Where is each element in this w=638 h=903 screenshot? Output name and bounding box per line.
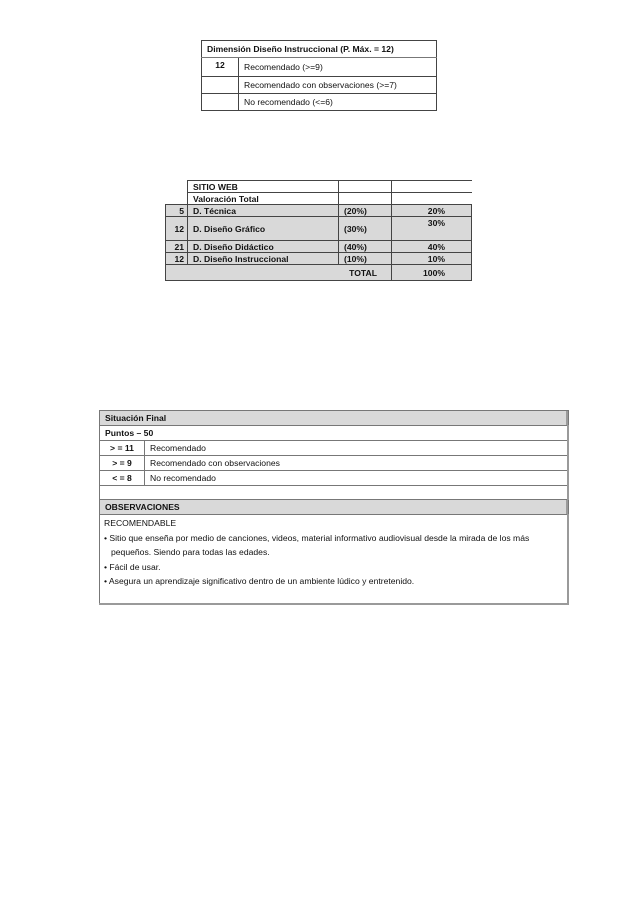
summary-row-weight: (30%): [339, 217, 392, 241]
summary-empty-cell: [392, 193, 472, 205]
summary-row-weight: (20%): [339, 205, 392, 217]
summary-header-site: SITIO WEB: [188, 181, 339, 193]
summary-empty-cell: [339, 193, 392, 205]
threshold-operator: > = 9: [100, 456, 145, 471]
summary-row-weight: (10%): [339, 253, 392, 265]
instructional-row-recommended: Recomendado (>=9): [239, 58, 437, 77]
summary-row-score: 21: [166, 241, 188, 253]
threshold-label: Recomendado con observaciones: [145, 456, 569, 471]
observation-item: • Asegura un aprendizaje significativo dentro de un ambiente lúdico y entretenido.: [104, 576, 415, 586]
final-situation-table: [99, 410, 569, 605]
summary-row-name: D. Diseño Didáctico: [188, 241, 339, 253]
summary-empty-cell: [166, 193, 188, 205]
threshold-operator: < = 8: [100, 471, 145, 486]
summary-total-label: TOTAL: [166, 265, 392, 281]
summary-header-valuation: Valoración Total: [188, 193, 339, 205]
website-summary-table: [165, 180, 472, 281]
summary-row-pct: 20%: [392, 205, 472, 217]
instructional-table-title: Dimensión Diseño Instruccional (P. Máx. = 12): [202, 41, 437, 58]
instructional-empty-cell: [202, 77, 239, 94]
summary-row-pct: 30%: [392, 217, 472, 241]
instructional-score: 12: [202, 58, 239, 77]
summary-row-name: D. Diseño Instruccional: [188, 253, 339, 265]
observation-item: • Sitio que enseña por medio de canciones, videos, material informativo audiovisual desde la mirada de los más pequeños. Siendo para todas las edades.: [104, 532, 530, 557]
instructional-row-observations: Recomendado con observaciones (>=7): [239, 77, 437, 94]
observations-title: OBSERVACIONES: [100, 500, 569, 515]
threshold-operator: > = 11: [100, 441, 145, 456]
final-points: Puntos – 50: [100, 426, 569, 441]
summary-row-name: D. Diseño Gráfico: [188, 217, 339, 241]
instructional-empty-cell: [202, 94, 239, 111]
summary-row-pct: 40%: [392, 241, 472, 253]
observations-body: [100, 515, 569, 604]
summary-row-score: 12: [166, 253, 188, 265]
summary-row-pct: 10%: [392, 253, 472, 265]
summary-row-weight: (40%): [339, 241, 392, 253]
summary-row-score: 12: [166, 217, 188, 241]
summary-empty-cell: [339, 181, 392, 193]
threshold-label: No recomendado: [145, 471, 569, 486]
summary-empty-cell: [392, 181, 472, 193]
instructional-dimension-table: [201, 40, 437, 111]
final-situation-title: Situación Final: [100, 411, 569, 426]
observations-verdict: RECOMENDABLE: [104, 518, 177, 528]
summary-total-pct: 100%: [392, 265, 472, 281]
summary-row-name: D. Técnica: [188, 205, 339, 217]
final-spacer-row: [100, 486, 569, 500]
observation-item: • Fácil de usar.: [104, 561, 161, 572]
instructional-row-not-recommended: No recomendado (<=6): [239, 94, 437, 111]
threshold-label: Recomendado: [145, 441, 569, 456]
summary-row-score: 5: [166, 205, 188, 217]
summary-empty-cell: [166, 181, 188, 193]
